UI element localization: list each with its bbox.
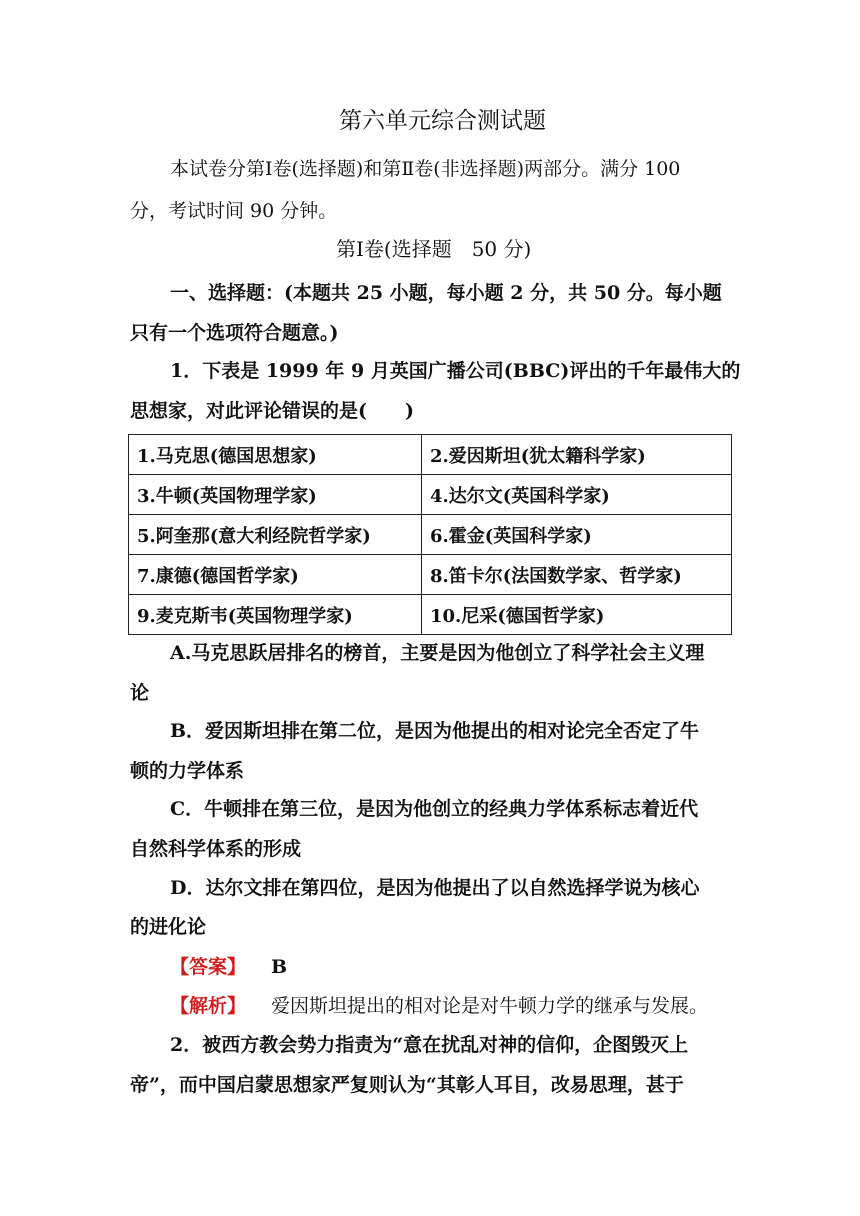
table-cell: 6.霍金(英国科学家): [422, 515, 732, 555]
page-title: 第六单元综合测试题: [339, 108, 546, 134]
answer-label: 【答案】: [170, 956, 247, 978]
table-cell: 9.麦克斯韦(英国物理学家): [129, 595, 422, 635]
option-c-line-2: 自然科学体系的形成: [130, 838, 302, 860]
analysis-text: 爱因斯坦提出的相对论是对牛顿力学的继承与发展。: [271, 995, 709, 1017]
table-row: [129, 595, 732, 635]
answer-value: B: [271, 956, 288, 978]
table-cell: 4.达尔文(英国科学家): [422, 475, 732, 515]
intro-line-2: 分，考试时间 90 分钟。: [130, 200, 338, 222]
table-row: [129, 555, 732, 595]
thinkers-table: [128, 434, 732, 635]
option-a-line-2: 论: [130, 682, 150, 704]
section-title: 第Ⅰ卷(选择题 50 分): [336, 237, 532, 261]
table-cell: 3.牛顿(英国物理学家): [129, 475, 422, 515]
intro-line-1: 本试卷分第Ⅰ卷(选择题)和第Ⅱ卷(非选择题)两部分。满分 100: [170, 158, 681, 180]
question-2-stem-line-1: 2．被西方教会势力指责为“意在扰乱对神的信仰，企图毁灭上: [170, 1034, 689, 1056]
option-a-line-1: A.马克思跃居排名的榜首，主要是因为他创立了科学社会主义理: [170, 642, 705, 664]
question-1-stem-line-2: 思想家，对此评论错误的是( ): [130, 400, 414, 422]
option-b-line-2: 顿的力学体系: [130, 760, 245, 782]
table-cell: 10.尼采(德国哲学家): [422, 595, 732, 635]
option-c-line-1: C．牛顿排在第三位，是因为他创立的经典力学体系标志着近代: [170, 798, 699, 820]
part-heading-line-1: 一、选择题：(本题共 25 小题，每小题 2 分，共 50 分。每小题: [170, 282, 722, 304]
option-b-line-1: B．爱因斯坦排在第二位，是因为他提出的相对论完全否定了牛: [170, 720, 700, 742]
analysis-label: 【解析】: [170, 995, 247, 1017]
table-cell: 8.笛卡尔(法国数学家、哲学家): [422, 555, 732, 595]
question-2-stem-line-2: 帝”，而中国启蒙思想家严复则认为“其彰人耳目，改易思理，甚于: [130, 1074, 684, 1096]
table-row: [129, 475, 732, 515]
option-d-line-1: D．达尔文排在第四位，是因为他提出了以自然选择学说为核心: [170, 877, 700, 899]
table-row: [129, 515, 732, 555]
table-cell: 5.阿奎那(意大利经院哲学家): [129, 515, 422, 555]
table-cell: 2.爱因斯坦(犹太籍科学家): [422, 435, 732, 475]
part-heading-line-2: 只有一个选项符合题意。): [130, 322, 339, 344]
table-cell: 1.马克思(德国思想家): [129, 435, 422, 475]
table-row: [129, 435, 732, 475]
option-d-line-2: 的进化论: [130, 916, 207, 938]
table-cell: 7.康德(德国哲学家): [129, 555, 422, 595]
question-1-stem-line-1: 1．下表是 1999 年 9 月英国广播公司(BBC)评出的千年最伟大的: [170, 360, 741, 382]
